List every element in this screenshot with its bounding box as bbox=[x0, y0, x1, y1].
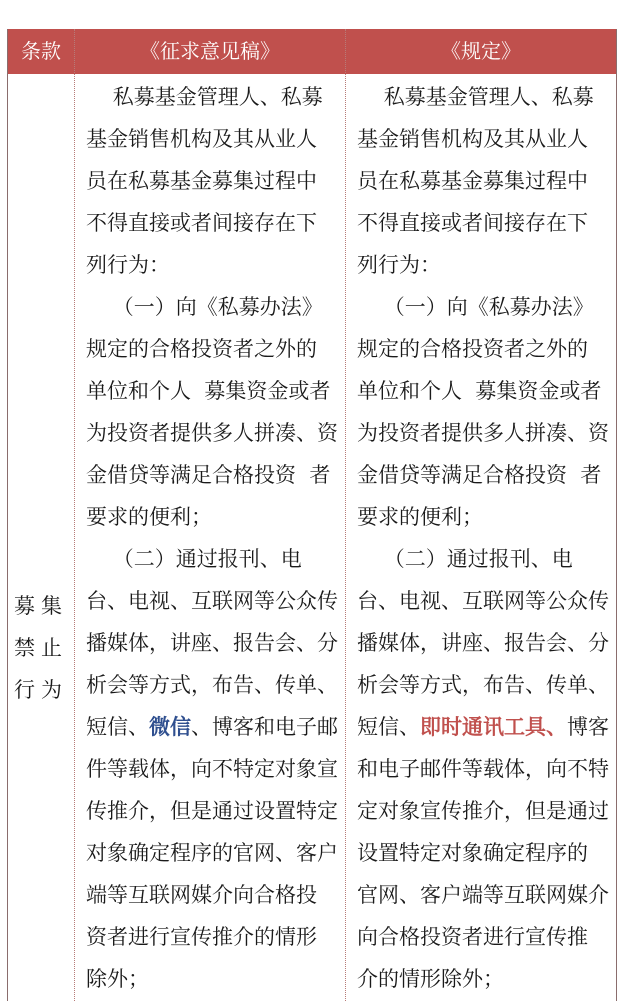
text-line: 列行为： bbox=[357, 253, 441, 277]
text-line: 基金销售机构及其从业人 bbox=[357, 127, 588, 151]
column-divider bbox=[74, 29, 75, 1001]
text-line: 金借贷等满足合格投资 者 bbox=[86, 463, 331, 487]
text-line: 除外； bbox=[86, 967, 149, 991]
text-segment: 短信、 bbox=[357, 715, 420, 739]
header-final: 《规定》 bbox=[441, 39, 521, 63]
text-line: 为投资者提供多人拼凑、资 bbox=[86, 421, 338, 445]
text-line: 台、电视、互联网等公众传 bbox=[357, 589, 609, 613]
text-line: （二）通过报刊、电 bbox=[86, 547, 302, 571]
text-line: 件等载体，向不特定对象宣 bbox=[86, 757, 338, 781]
text-line: 列行为： bbox=[86, 253, 170, 277]
text-line: 设置特定对象确定程序的 bbox=[357, 841, 588, 865]
text-line bbox=[86, 706, 338, 748]
text-line: 基金销售机构及其从业人 bbox=[86, 127, 317, 151]
text-line: 播媒体，讲座、报告会、分 bbox=[86, 631, 338, 655]
text-line: 析会等方式，布告、传单、 bbox=[357, 673, 609, 697]
text-line: 台、电视、互联网等公众传 bbox=[86, 589, 338, 613]
text-line: 金借贷等满足合格投资 者 bbox=[357, 463, 602, 487]
text-line: 传推介，但是通过设置特定 bbox=[86, 799, 338, 823]
final-text-cell bbox=[357, 76, 609, 1000]
text-segment: 博客 bbox=[567, 715, 609, 739]
text-line: 规定的合格投资者之外的 bbox=[357, 337, 588, 361]
draft-text-cell bbox=[86, 76, 338, 1000]
text-line: 单位和个人 募集资金或者 bbox=[86, 379, 331, 403]
text-line: 员在私募基金募集过程中 bbox=[86, 169, 317, 193]
clause-line: 禁止 bbox=[14, 636, 68, 660]
text-line: 定对象宣传推介，但是通过 bbox=[357, 799, 609, 823]
text-line: （一）向《私募办法》 bbox=[86, 295, 323, 319]
text-line: （二）通过报刊、电 bbox=[357, 547, 573, 571]
highlight-wechat: 微信 bbox=[149, 714, 191, 739]
clause-line: 募集 bbox=[14, 594, 68, 618]
text-line: 私募基金管理人、私募 bbox=[86, 85, 323, 109]
text-line: 析会等方式，布告、传单、 bbox=[86, 673, 338, 697]
header-clause: 条款 bbox=[21, 39, 61, 63]
text-line: 要求的便利； bbox=[86, 505, 212, 529]
text-line: 资者进行宣传推介的情形 bbox=[86, 925, 317, 949]
text-line: 不得直接或者间接存在下 bbox=[357, 211, 588, 235]
text-line: 介的情形除外； bbox=[357, 967, 504, 991]
text-line: 向合格投资者进行宣传推 bbox=[357, 925, 588, 949]
comparison-table bbox=[7, 29, 617, 1001]
text-line: 单位和个人 募集资金或者 bbox=[357, 379, 602, 403]
clause-line: 行为 bbox=[14, 678, 68, 702]
text-segment: 、博客和电子邮 bbox=[191, 715, 338, 739]
text-line: 员在私募基金募集过程中 bbox=[357, 169, 588, 193]
clause-label bbox=[12, 585, 70, 711]
column-divider bbox=[345, 29, 346, 1001]
text-line: 要求的便利； bbox=[357, 505, 483, 529]
text-line: 和电子邮件等载体，向不特 bbox=[357, 757, 609, 781]
table-header bbox=[8, 29, 616, 74]
text-line: 规定的合格投资者之外的 bbox=[86, 337, 317, 361]
text-line: 为投资者提供多人拼凑、资 bbox=[357, 421, 609, 445]
highlight-instant-messaging: 即时通讯工具、 bbox=[420, 714, 567, 739]
text-line: 播媒体，讲座、报告会、分 bbox=[357, 631, 609, 655]
text-line: 私募基金管理人、私募 bbox=[357, 85, 594, 109]
text-segment: 短信、 bbox=[86, 715, 149, 739]
text-line: 不得直接或者间接存在下 bbox=[86, 211, 317, 235]
text-line: 端等互联网媒介向合格投 bbox=[86, 883, 317, 907]
header-draft: 《征求意见稿》 bbox=[140, 39, 280, 63]
text-line: （一）向《私募办法》 bbox=[357, 295, 594, 319]
text-line: 官网、客户端等互联网媒介 bbox=[357, 883, 609, 907]
text-line: 对象确定程序的官网、客户 bbox=[86, 841, 338, 865]
text-line bbox=[357, 706, 609, 748]
